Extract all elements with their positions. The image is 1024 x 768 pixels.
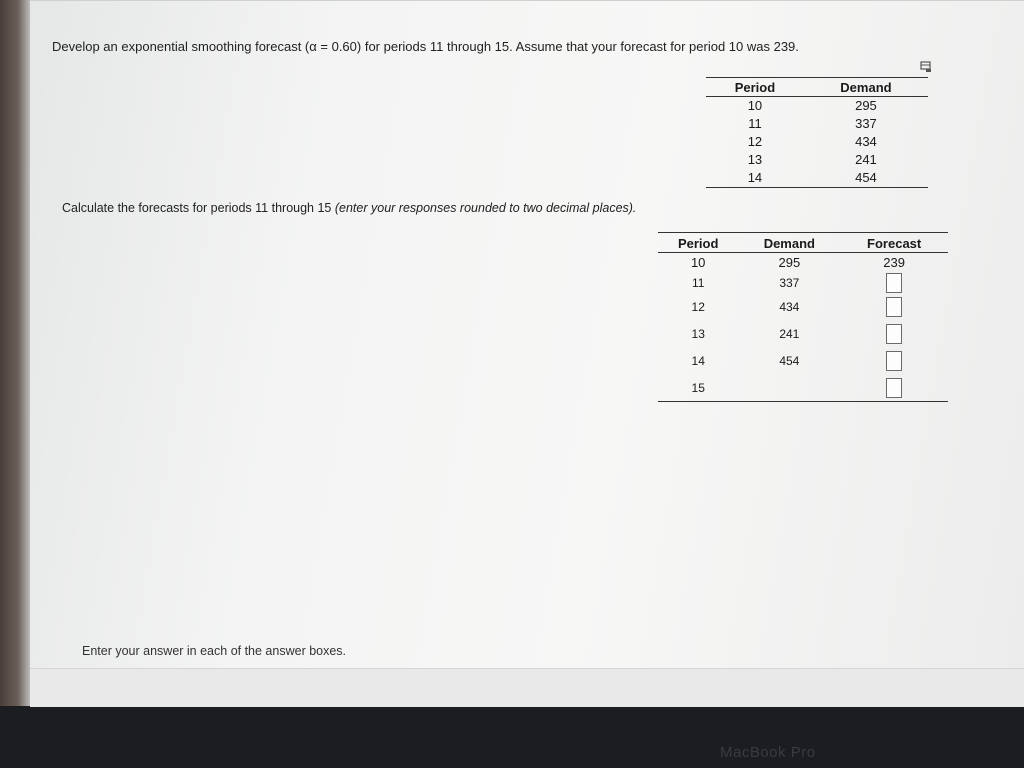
- demand-cell: 454: [855, 170, 877, 185]
- table-header-row: [658, 233, 948, 253]
- demand-cell: [738, 375, 840, 402]
- forecast-cell: [840, 320, 948, 348]
- footer-band: [30, 668, 1024, 707]
- table-row: [706, 151, 928, 169]
- table-row: [658, 253, 948, 272]
- instruction-lead: Calculate the forecasts for periods 11 through 15: [62, 201, 335, 215]
- question-text: Develop an exponential smoothing forecast (α = 0.60) for periods 11 through 15. Assume that your forecast for period 10 was 239.: [52, 39, 799, 54]
- forecast-answer-box-12[interactable]: [886, 297, 902, 317]
- footer-note: Enter your answer in each of the answer boxes.: [82, 644, 347, 658]
- left-bezel: [0, 0, 30, 706]
- period-header: Period: [706, 78, 804, 97]
- demand-cell: 295: [778, 254, 801, 270]
- demand-cell: 337: [779, 275, 800, 290]
- forecast-cell: [840, 348, 948, 375]
- demand-header: Demand: [804, 78, 928, 97]
- table-row: [658, 272, 948, 294]
- demand-cell: 434: [855, 134, 877, 149]
- demand-cell: 337: [855, 116, 877, 131]
- period-cell: 11: [748, 116, 762, 131]
- demand-cell: 295: [855, 98, 877, 113]
- table-row: [706, 133, 928, 151]
- period-cell: 13: [691, 326, 705, 341]
- demand-cell: 434: [779, 299, 800, 314]
- instruction-text: [62, 201, 636, 215]
- period-cell: 10: [747, 98, 763, 113]
- table-header-row: [706, 78, 928, 97]
- forecast-cell: [840, 294, 948, 320]
- forecast-cell: [840, 375, 948, 402]
- period-cell: 14: [747, 170, 763, 185]
- period-cell: 13: [747, 152, 763, 167]
- demand-cell: 241: [855, 152, 877, 167]
- period-cell: 10: [690, 254, 706, 270]
- table-row: [706, 115, 928, 133]
- table-row: [706, 169, 928, 188]
- period-cell: 14: [691, 354, 705, 368]
- period-cell: 12: [691, 299, 705, 314]
- forecast-answer-box-11[interactable]: [886, 273, 902, 293]
- table-row: [658, 320, 948, 348]
- forecast-header: Forecast: [840, 233, 948, 253]
- expand-table-icon[interactable]: [920, 61, 932, 73]
- forecast-answer-box-13[interactable]: [886, 324, 902, 344]
- instruction-hint: (enter your responses rounded to two decimal places).: [334, 201, 637, 215]
- forecast-answer-table: [658, 232, 948, 402]
- forecast-cell: 239: [883, 254, 905, 270]
- period-cell: 11: [691, 275, 705, 290]
- forecast-answer-box-15[interactable]: [886, 378, 902, 398]
- question-panel: [30, 0, 1024, 669]
- period-cell: 12: [747, 134, 763, 149]
- period-cell: 15: [691, 380, 705, 395]
- demand-cell: 454: [779, 354, 800, 368]
- period-header: Period: [658, 233, 738, 253]
- device-label: MacBook Pro: [720, 744, 816, 761]
- forecast-cell: [840, 272, 948, 294]
- table-row: [658, 375, 948, 402]
- forecast-answer-box-14[interactable]: [886, 351, 902, 371]
- demand-cell: 241: [779, 326, 800, 341]
- table-row: [658, 294, 948, 320]
- given-data-table: [706, 77, 928, 188]
- table-row: [706, 97, 928, 116]
- table-row: [658, 348, 948, 375]
- demand-header: Demand: [738, 233, 840, 253]
